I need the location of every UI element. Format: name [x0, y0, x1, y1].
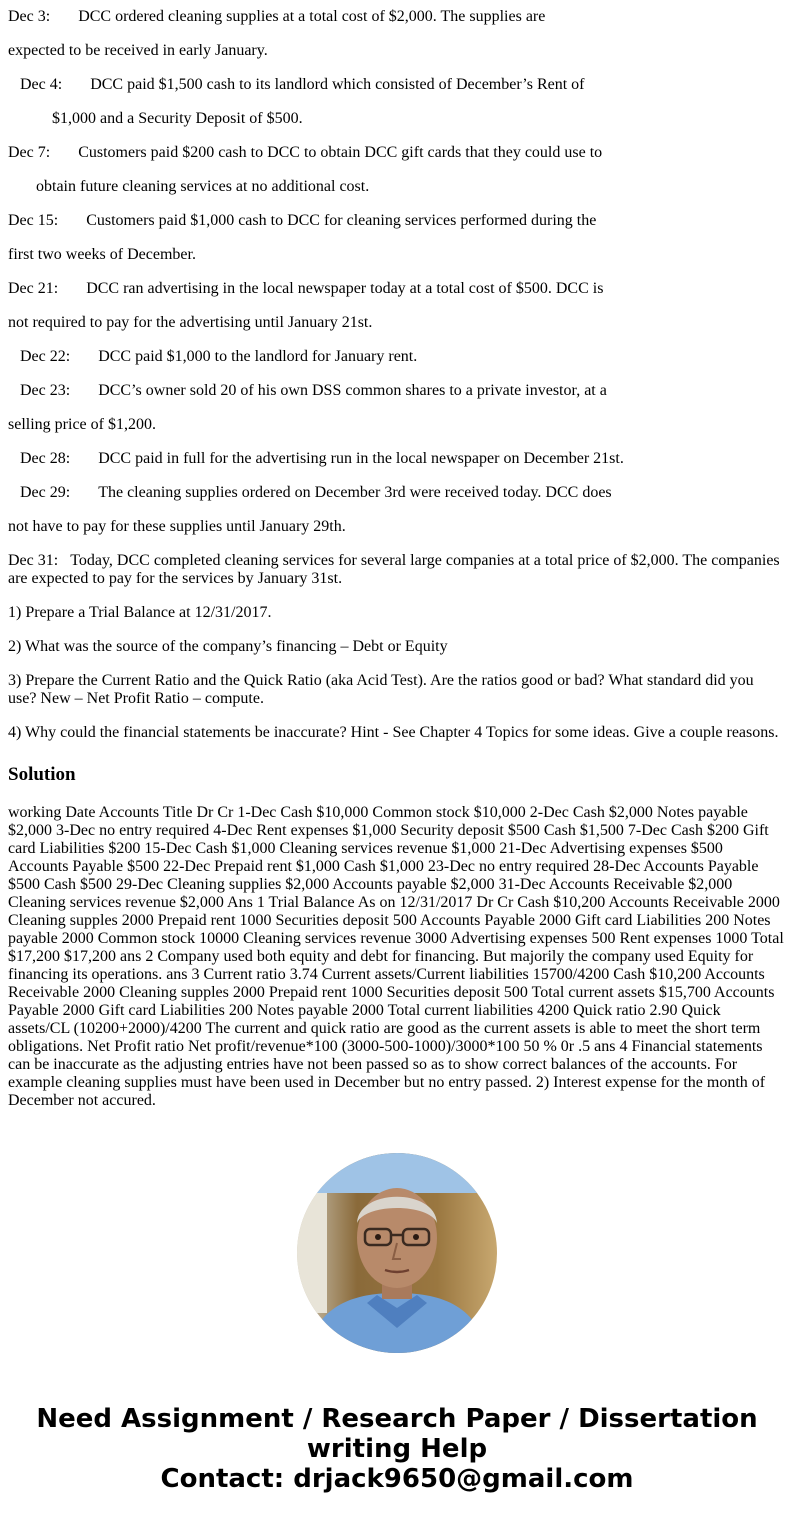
- footer-line-1: Need Assignment / Research Paper / Dissertation: [36, 1404, 758, 1434]
- avatar-photo: [297, 1153, 497, 1353]
- transaction-dec-21-line2: not required to pay for the advertising until January 21st.: [8, 314, 373, 331]
- transaction-dec-23-line2: selling price of $1,200.: [8, 416, 156, 433]
- transaction-dec-7-line2: obtain future cleaning services at no additional cost.: [36, 178, 370, 195]
- footer-banner: [0, 1404, 794, 1494]
- transaction-dec-28: Dec 28: DCC paid in full for the advertising run in the local newspaper on December 21st.: [20, 450, 624, 467]
- solution-heading: Solution: [8, 764, 76, 785]
- question-4: 4) Why could the financial statements be inaccurate? Hint - See Chapter 4 Topics for some ideas. Give a couple reasons.: [8, 724, 779, 741]
- question-2: 2) What was the source of the company’s financing – Debt or Equity: [8, 638, 448, 655]
- transaction-dec-23-line1: Dec 23: DCC’s owner sold 20 of his own DSS common shares to a private investor, at a: [20, 382, 607, 399]
- question-1: 1) Prepare a Trial Balance at 12/31/2017.: [8, 604, 272, 621]
- footer-line-2: writing Help: [306, 1434, 488, 1464]
- transaction-dec-31: Dec 31: Today, DCC completed cleaning services for several large companies at a total price of $2,000. The companies are expected to pay for the services by January 31st.: [8, 552, 780, 587]
- transaction-dec-4-line2: $1,000 and a Security Deposit of $500.: [52, 110, 303, 127]
- author-avatar: [297, 1153, 497, 1353]
- transaction-dec-21-line1: Dec 21: DCC ran advertising in the local newspaper today at a total cost of $500. DCC is: [8, 280, 604, 297]
- transaction-dec-3-line1: Dec 3: DCC ordered cleaning supplies at a total cost of $2,000. The supplies are: [8, 8, 546, 25]
- transaction-dec-22: Dec 22: DCC paid $1,000 to the landlord for January rent.: [20, 348, 418, 365]
- transaction-dec-4-line1: Dec 4: DCC paid $1,500 cash to its landlord which consisted of December’s Rent of: [20, 76, 585, 93]
- solution-body: working Date Accounts Title Dr Cr 1-Dec Cash $10,000 Common stock $10,000 2-Dec Cash $2,000 Notes payable $2,000 3-Dec no entry required 4-Dec Rent expenses $1,000 Security deposit $500 Cash $1,500 7-Dec Cash $200 Gift card Liabilities $200 15-Dec Cash $1,000 Cleaning services revenue $1,000 21-Dec Advertising expenses $500 Accounts Payable $500 22-Dec Prepaid rent $1,000 Cash $1,000 23-Dec no entry required 28-Dec Accounts Payable $500 Cash $500 29-Dec Cleaning supplies $2,000 Accounts payable $2,000 31-Dec Accounts Receivable $2,000 Cleaning services revenue $2,000 Ans 1 Trial Balance As on 12/31/2017 Dr Cr Cash $10,200 Accounts Receivable 2000 Cleaning supples 2000 Prepaid rent 1000 Securities deposit 500 Accounts Payable 2000 Gift card Liabilities 200 Notes payable 2000 Common stock 10000 Cleaning services revenue 3000 Advertising expenses 500 Rent expenses 1000 Total $17,200 $17,200 ans 2 Company used both equity and debt for financing. But majorily the company used Equity for financing its operations. ans 3 Current ratio 3.74 Current assets/Current liabilities 15700/4200 Cash $10,200 Accounts Receivable 2000 Cleaning supples 2000 Prepaid rent 1000 Securities deposit 500 Total current assets $15,700 Accounts Payable 2000 Gift card Liabilities 200 Notes payable 2000 Total current liabilities 4200 Quick ratio 2.90 Quick assets/CL (10200+2000)/4200 The current and quick ratio are good as the current assets is able to meet the short term obligations. Net Profit ratio Net profit/revenue*100 (3000-500-1000)/3000*100 50 % 0r .5 ans 4 Financial statements can be inaccurate as the adjusting entries have not been passed so as to show correct balances of the accounts. For example cleaning supplies must have been used in December but no entry passed. 2) Interest expense for the month of December not accured.: [8, 804, 784, 1109]
- question-3: 3) Prepare the Current Ratio and the Quick Ratio (aka Acid Test). Are the ratios good or bad? What standard did you use? New – Net Profit Ratio – compute.: [8, 672, 754, 707]
- transaction-dec-7-line1: Dec 7: Customers paid $200 cash to DCC to obtain DCC gift cards that they could use to: [8, 144, 603, 161]
- transaction-dec-29-line2: not have to pay for these supplies until January 29th.: [8, 518, 346, 535]
- transaction-dec-29-line1: Dec 29: The cleaning supplies ordered on December 3rd were received today. DCC does: [20, 484, 612, 501]
- transaction-dec-3-line2: expected to be received in early January.: [8, 42, 268, 59]
- footer-contact: Contact: drjack9650@gmail.com: [160, 1464, 634, 1494]
- transaction-dec-15-line1: Dec 15: Customers paid $1,000 cash to DCC for cleaning services performed during the: [8, 212, 597, 229]
- transaction-dec-15-line2: first two weeks of December.: [8, 246, 196, 263]
